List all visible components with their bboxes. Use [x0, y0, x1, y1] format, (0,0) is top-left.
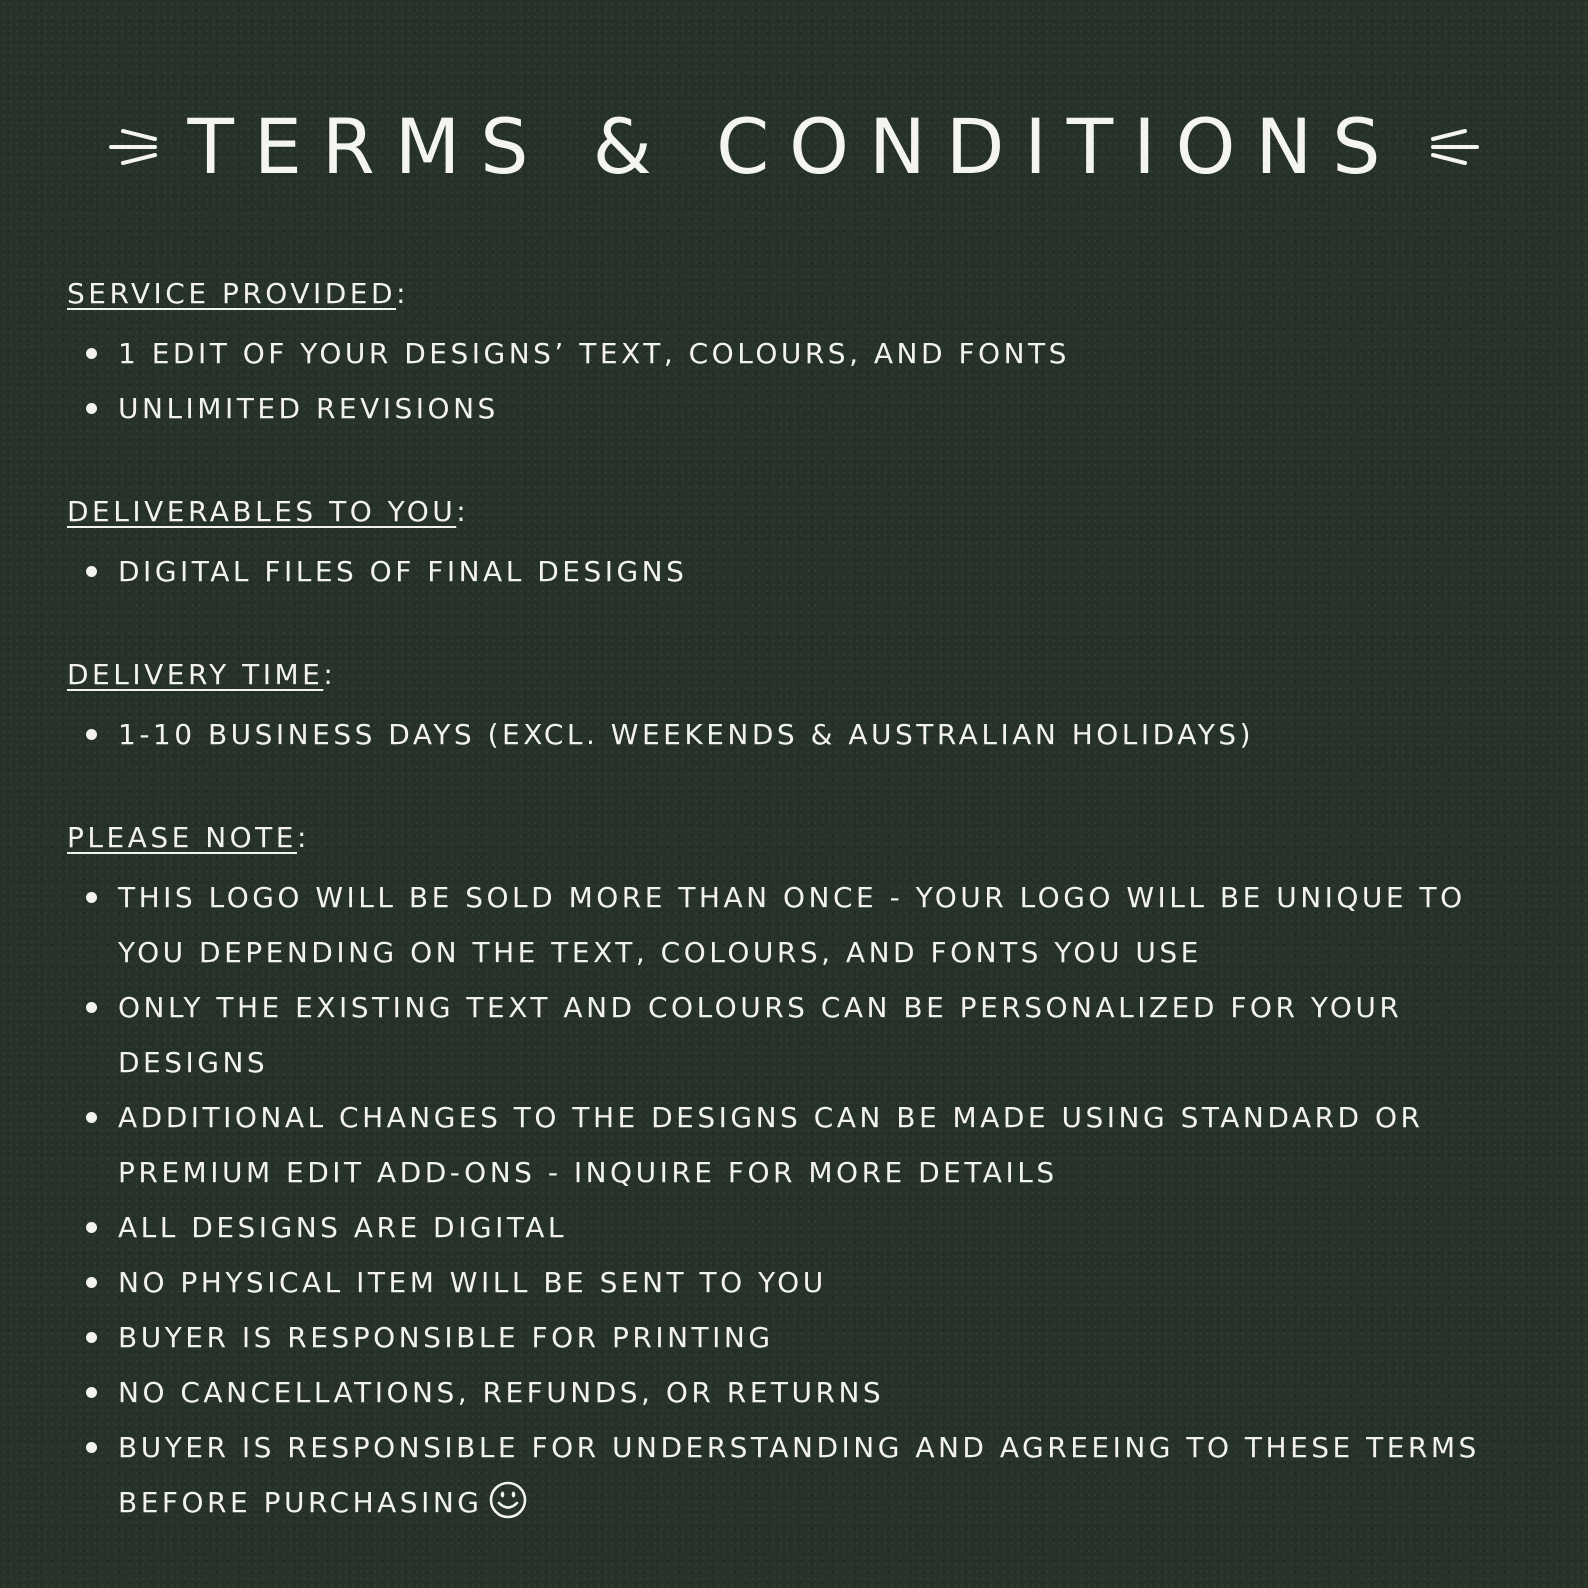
list-item: NO PHYSICAL ITEM WILL BE SENT TO YOU	[67, 1255, 1527, 1310]
section-deliverables	[67, 494, 1527, 599]
bullet-icon	[86, 1222, 97, 1233]
title-row	[0, 92, 1588, 202]
list-item: DIGITAL FILES OF FINAL DESIGNS	[67, 544, 1527, 599]
section-list	[67, 870, 1527, 1530]
list-item: ONLY THE EXISTING TEXT AND COLOURS CAN BE PERSONALIZED FOR YOUR DESIGNS	[67, 980, 1527, 1090]
bullet-icon	[86, 1332, 97, 1343]
smiley-face-icon	[488, 1480, 528, 1520]
bullet-icon	[86, 566, 97, 577]
list-item: ALL DESIGNS ARE DIGITAL	[67, 1200, 1527, 1255]
section-heading: DELIVERABLES TO YOU:	[67, 495, 470, 528]
section-heading: DELIVERY TIME:	[67, 658, 337, 691]
bullet-icon	[86, 348, 97, 359]
section-list	[67, 707, 1527, 762]
burst-right-icon	[1419, 117, 1483, 177]
bullet-icon	[86, 1002, 97, 1013]
bullet-icon	[86, 1442, 97, 1453]
section-list	[67, 326, 1527, 436]
bullet-icon	[86, 403, 97, 414]
bullet-icon	[86, 1387, 97, 1398]
section-please-note	[67, 820, 1527, 1530]
terms-content	[67, 276, 1527, 1588]
list-item: UNLIMITED REVISIONS	[67, 381, 1527, 436]
section-heading: SERVICE PROVIDED:	[67, 277, 409, 310]
list-item: NO CANCELLATIONS, REFUNDS, OR RETURNS	[67, 1365, 1527, 1420]
list-item: THIS LOGO WILL BE SOLD MORE THAN ONCE - YOUR LOGO WILL BE UNIQUE TO YOU DEPENDING ON THE TEXT, COLOURS, AND FONTS YOU USE	[67, 870, 1527, 980]
burst-left-icon	[105, 117, 169, 177]
section-list	[67, 544, 1527, 599]
bullet-icon	[86, 1112, 97, 1123]
section-service-provided	[67, 276, 1527, 436]
bullet-icon	[86, 729, 97, 740]
bullet-icon	[86, 892, 97, 903]
list-item: BUYER IS RESPONSIBLE FOR PRINTING	[67, 1310, 1527, 1365]
list-item: BUYER IS RESPONSIBLE FOR UNDERSTANDING AND AGREEING TO THESE TERMS BEFORE PURCHASING	[67, 1420, 1527, 1530]
bullet-icon	[86, 1277, 97, 1288]
list-item: 1-10 BUSINESS DAYS (EXCL. WEEKENDS & AUSTRALIAN HOLIDAYS)	[67, 707, 1527, 762]
page-title: TERMS & CONDITIONS	[187, 102, 1401, 191]
list-item: 1 EDIT OF YOUR DESIGNS’ TEXT, COLOURS, AND FONTS	[67, 326, 1527, 381]
list-item: ADDITIONAL CHANGES TO THE DESIGNS CAN BE MADE USING STANDARD OR PREMIUM EDIT ADD-ONS - INQUIRE FOR MORE DETAILS	[67, 1090, 1527, 1200]
section-heading: PLEASE NOTE:	[67, 821, 310, 854]
section-delivery-time	[67, 657, 1527, 762]
